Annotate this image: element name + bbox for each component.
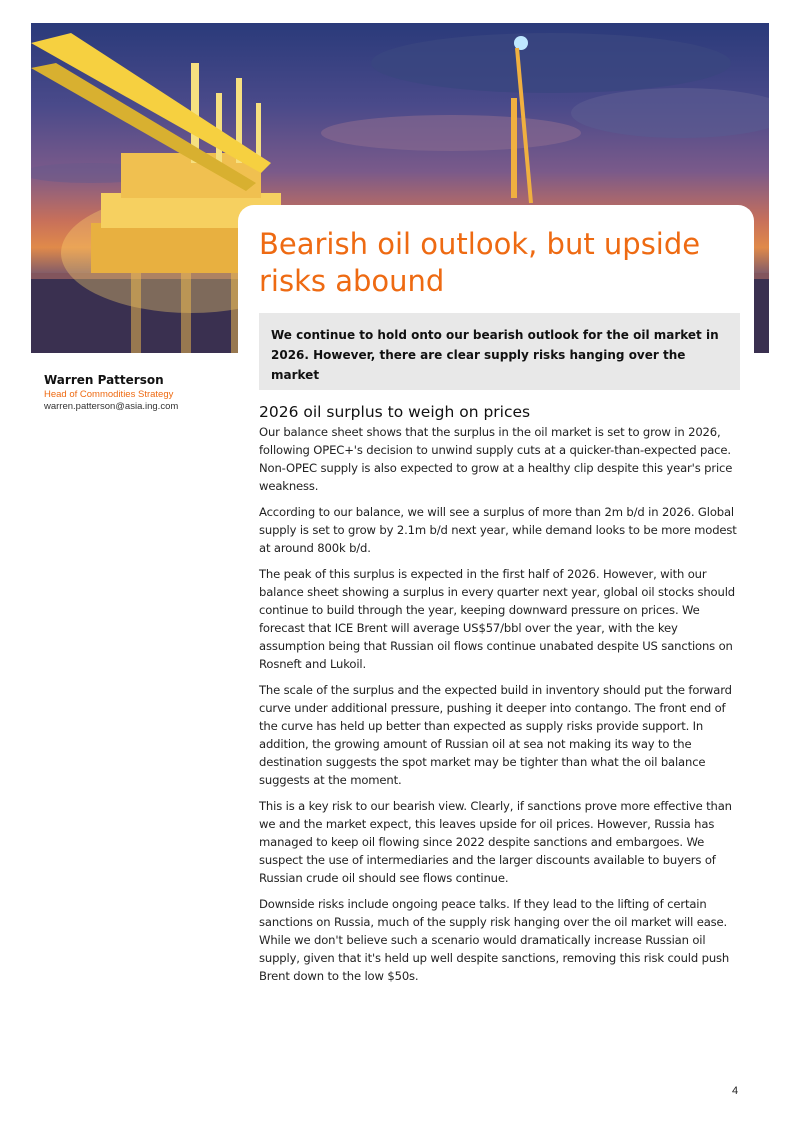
author-role: Head of Commodities Strategy [44,389,174,400]
page-number: 4 [732,1085,739,1097]
article-body [259,402,743,993]
paragraph: Our balance sheet shows that the surplus in the oil market is set to grow in 2026, following OPEC+'s decision to unwind supply cuts at a quicker-than-expected pace. Non-OPEC supply is also expected to grow at a healthy clip despite this year's price weakness. [259,425,733,493]
section-heading: 2026 oil surplus to weigh on prices [259,403,531,421]
article-title: Bearish oil outlook, but upside risks abound [259,227,701,298]
paragraph: This is a key risk to our bearish view. Clearly, if sanctions prove more effective than we and the market expect, this leaves upside for oil prices. However, Russia has managed to keep oil flowing since 2022 despite sanctions and embargoes. We suspect the use of intermediaries and the larger discounts available to buyers of Russian crude oil should see flows continue. [259,799,732,885]
paragraph: Downside risks include ongoing peace talks. If they lead to the lifting of certain sanctions on Russia, much of the supply risk hanging over the oil market will ease. While we don't believe such a scenario would dramatically increase Russian oil supply, given that it's held up well despite sanctions, removing this risk could push Brent down to the low $50s. [259,897,730,983]
paragraph: The scale of the surplus and the expected build in inventory should put the forward curve under additional pressure, pushing it deeper into contango. The front end of the curve has held up better than expected as supply risks provide support. In addition, the growing amount of Russian oil at sea not making its way to the destination suggests the spot market may be tighter than what the oil balance suggests at the moment. [259,683,732,787]
article-summary: We continue to hold onto our bearish outlook for the oil market in 2026. However, there are clear supply risks hanging over the market [259,313,740,390]
paragraph: The peak of this surplus is expected in the first half of 2026. However, with our balance sheet showing a surplus in every quarter next year, global oil stocks should continue to build through the year, keeping downward pressure on prices. We forecast that ICE Brent will average US$57/bbl over the year, with the key assumption being that Russian oil flows continue unabated despite US sanctions on Rosneft and Lukoil. [259,567,735,671]
author-block [44,372,234,413]
author-email[interactable]: warren.patterson@asia.ing.com [44,401,179,412]
paragraph: According to our balance, we will see a surplus of more than 2m b/d in 2026. Global supply is set to grow by 2.1m b/d next year, while demand looks to be more modest at around 800k b/d. [259,505,737,555]
author-name: Warren Patterson [44,373,164,387]
